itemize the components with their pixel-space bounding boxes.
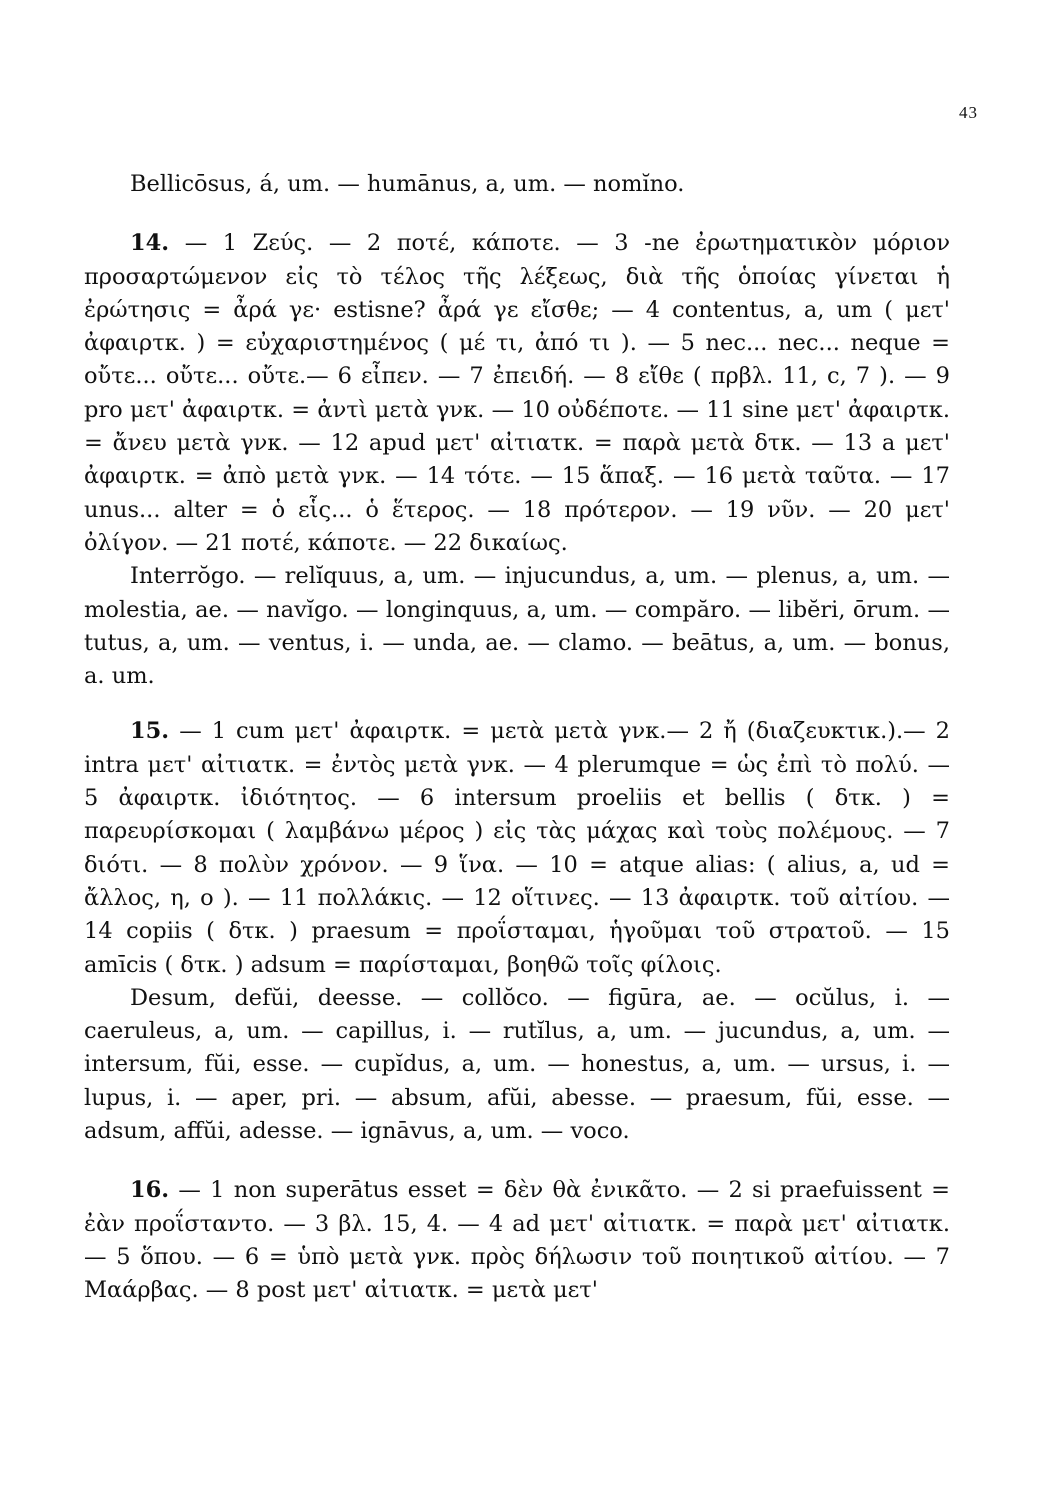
section-16-text: — 1 non superātus esset = δὲν θὰ ἐνικᾶτο. — 2 si praefuissent = ἐὰν προΐσταντο. — 3 βλ. 15, 4. — 4 ad μετ' αἰτιατκ. = παρὰ μετ' αἰτιατκ. — 5 ὅπου. — 6 = ὑπὸ μετὰ γνκ. πρὸς δήλωσιν τοῦ ποιητικοῦ αἰτίου. — 7 Μαάρβας. — 8 post μετ' αἰτιατκ. = μετὰ μετ' bbox=[84, 1177, 950, 1304]
section-15 bbox=[84, 715, 950, 981]
section-14 bbox=[84, 227, 950, 560]
page-body bbox=[84, 168, 950, 1308]
section-15-number: 15. bbox=[130, 718, 170, 745]
section-16 bbox=[84, 1174, 950, 1307]
section-14-number: 14. bbox=[130, 230, 170, 257]
vocab-13: Bellicōsus, á, um. — humānus, a, um. — nomĭno. bbox=[130, 171, 685, 197]
section-14-text: — 1 Ζεύς. — 2 ποτέ, κάποτε. — 3 -ne ἐρωτηματικὸν μόριον προσαρτώμενον εἰς τὸ τέλος τῆς λέξεως, διὰ τῆς ὁποίας γίνεται ἡ ἐρώτησις = ἆρά γε· estisne? ἆρά γε εἴσθε; — 4 contentus, a, um ( μετ' ἀφαιρτκ. ) = εὐχαριστημένος ( μέ τι, ἀπό τι ). — 5 nec... nec... neque = οὔτε... οὔτε... οὔτε.— 6 εἶπεν. — 7 ἐπειδή. — 8 εἴθε ( πρβλ. 11, c, 7 ). — 9 pro μετ' ἀφαιρτκ. = ἀντὶ μετὰ γνκ. — 10 οὐδέποτε. — 11 sine μετ' ἀφαιρτκ. = ἄνευ μετὰ γνκ. — 12 apud μετ' αἰτιατκ. = παρὰ μετὰ δτκ. — 13 a μετ' ἀφαιρτκ. = ἀπὸ μετὰ γνκ. — 14 τότε. — 15 ἅπαξ. — 16 μετὰ ταῦτα. — 17 unus... alter = ὁ εἷς... ὁ ἕτερος. — 18 πρότερον. — 19 νῦν. — 20 μετ' ὀλίγον. — 21 ποτέ, κάποτε. — 22 δικαίως. bbox=[84, 230, 951, 556]
section-15-text: — 1 cum μετ' ἀφαιρτκ. = μετὰ μετὰ γνκ.— 2 ἤ (διαζευκτικ.).— 2 intra μετ' αἰτιατκ. = ἐντὸς μετὰ γνκ. — 4 plerumque = ὡς ἐπὶ τὸ πολύ. — 5 ἀφαιρτκ. ἰδιότητος. — 6 intersum proeliis et bellis ( δτκ. ) = παρευρίσκομαι ( λαμβάνω μέρος ) εἰς τὰς μάχας καὶ τοὺς πολέμους. — 7 διότι. — 8 πολὺν χρόνον. — 9 ἵνα. — 10 = atque alias: ( alius, a, ud = ἄλλος, η, ο ). — 11 πολλάκις. — 12 οἵτινες. — 13 ἀφαιρτκ. τοῦ αἰτίου. — 14 copiis ( δτκ. ) praesum = προΐσταμαι, ἡγοῦμαι τοῦ στρατοῦ. — 15 amīcis ( δτκ. ) adsum = παρίσταμαι, βοηθῶ τοῖς φίλοις. bbox=[84, 718, 950, 978]
section-14-vocab: Interrŏgo. — relĭquus, a, um. — injucundus, a, um. — plenus, a, um. — molestia, ae. — navĭgo. — longinquus, a, um. — compăro. — libĕri, ōrum. — tutus, a, um. — ventus, i. — unda, ae. — clamo. — beātus, a, um. — bonus, a. um. bbox=[84, 563, 950, 690]
section-16-number: 16. bbox=[130, 1177, 170, 1204]
page-number: 43 bbox=[959, 103, 978, 122]
section-15-vocab: Desum, defŭi, deesse. — collŏco. — figūra, ae. — ocŭlus, i. — caeruleus, a, um. — capillus, i. — rutĭlus, a, um. — jucundus, a, um. — intersum, fŭi, esse. — cupĭdus, a, um. — honestus, a, um. — ursus, i. — lupus, i. — aper, pri. — absum, afŭi, abesse. — praesum, fŭi, esse. — adsum, affŭi, adesse. — ignāvus, a, um. — voco. bbox=[84, 984, 950, 1145]
